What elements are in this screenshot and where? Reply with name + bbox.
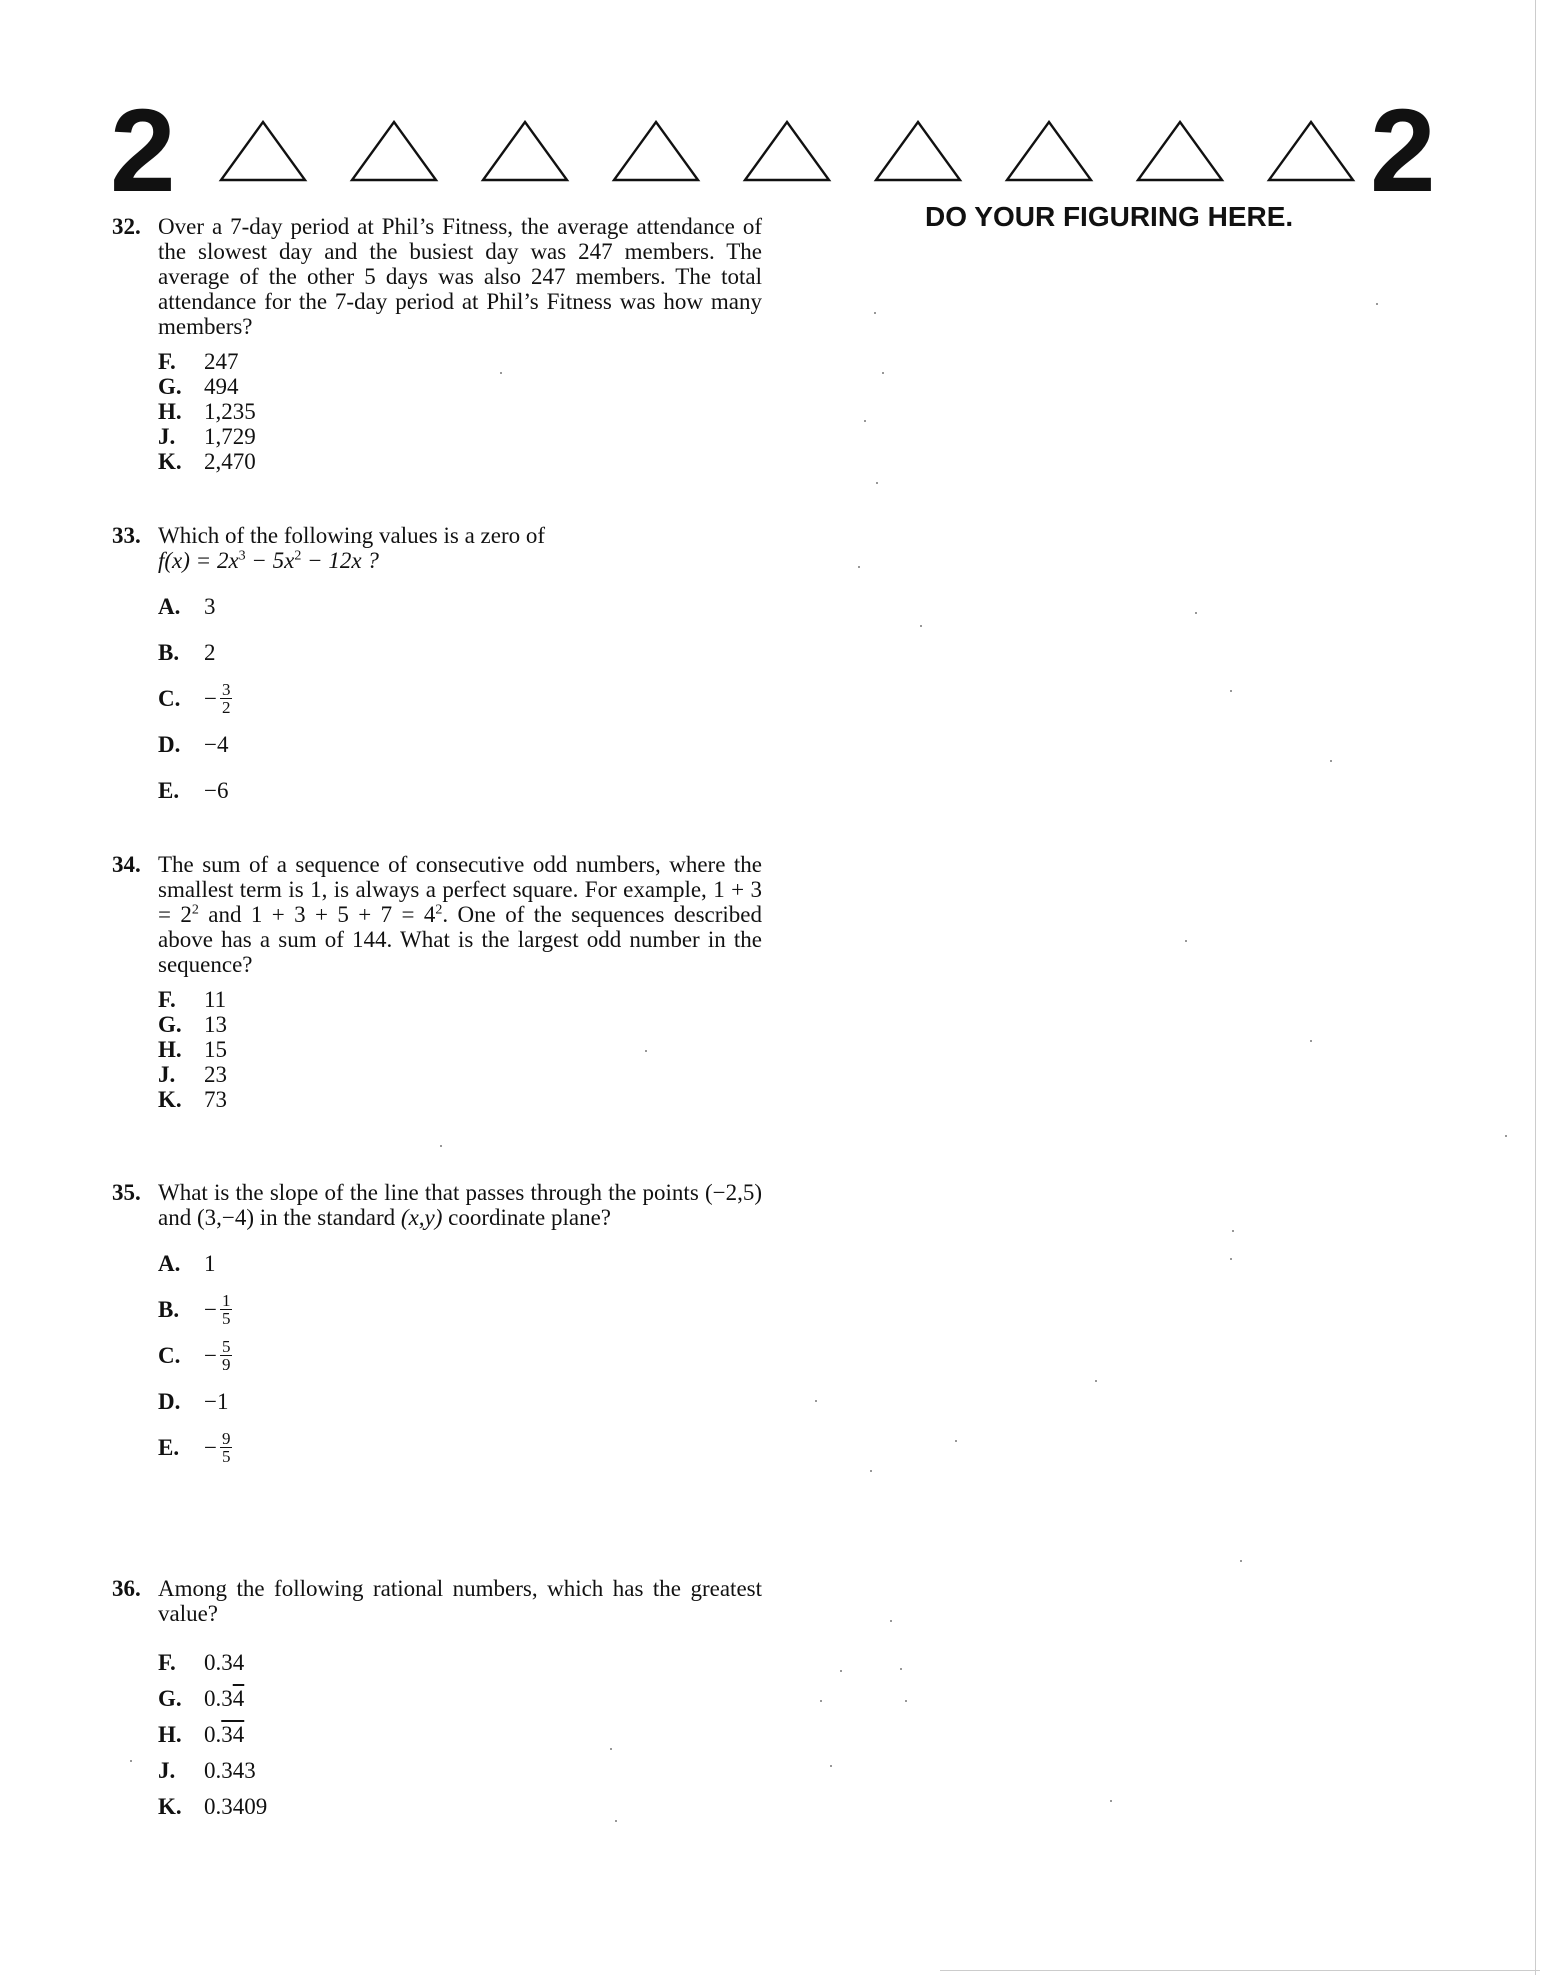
triangle-outline-icon [742,120,832,182]
choice-letter: B. [158,1296,180,1322]
scan-speck [815,1400,817,1402]
scan-speck [955,1440,957,1442]
function-expression-tail: − 12x ? [301,548,379,573]
scan-speck [840,1670,842,1672]
question-number: 36. [112,1576,141,1601]
triangle-outline-icon [611,120,701,182]
scan-speck [820,1700,822,1702]
choice-letter: G. [158,374,182,399]
answer-choice-f[interactable] [158,987,762,1012]
question-text [158,523,762,573]
triangle-outline-icon [873,120,963,182]
choice-letter: H. [158,1721,182,1747]
answer-choices [158,583,762,813]
choice-value: 1 [204,1250,216,1276]
answer-choice-e[interactable] [158,1424,762,1470]
scan-speck [615,1820,617,1822]
answer-choice-d[interactable] [158,721,762,767]
question-number: 35. [112,1180,141,1205]
scan-speck [870,1470,872,1472]
choice-letter: K. [158,1087,182,1112]
fraction-numerator: 1 [221,1290,231,1310]
choice-letter: F. [158,1649,176,1675]
choice-value: −4 [204,731,229,757]
scan-speck [858,566,860,568]
answer-choice-j[interactable] [158,424,762,449]
choice-letter: E. [158,777,180,803]
fraction [220,1338,233,1373]
question-text-part: . One of the sequences described above has a sum of 144. What is the largest odd number in the sequence? [158,902,763,977]
choice-value: 15 [204,1037,227,1062]
triangle-outline-icon [1004,120,1094,182]
scan-speck [864,420,866,422]
question-33 [112,523,762,813]
choice-letter: A. [158,593,181,619]
choice-value: 1,729 [204,424,256,449]
scan-speck [890,1620,892,1622]
choice-letter: G. [158,1685,182,1711]
choice-value: 11 [204,987,227,1012]
choice-letter: C. [158,685,181,711]
choice-value: 0.3409 [204,1793,268,1819]
answer-choice-k[interactable] [158,1087,762,1112]
answer-choice-j[interactable] [158,1062,762,1087]
question-number: 32. [112,214,141,239]
answer-choices [158,1644,762,1824]
choice-value: −6 [204,777,229,803]
choice-value: −1 [204,1388,229,1414]
choice-letter: D. [158,1388,181,1414]
exponent: 2 [435,902,443,918]
fraction-denominator: 5 [221,1308,231,1328]
choice-letter: K. [158,1793,182,1819]
question-34 [112,852,762,1112]
choice-letter: E. [158,1434,180,1460]
scan-speck [882,372,884,374]
scan-speck [1330,760,1332,762]
choice-letter: F. [158,987,176,1012]
answer-choice-g[interactable] [158,374,762,399]
answer-choices [158,349,762,474]
choice-letter: G. [158,1012,182,1037]
scan-speck [876,482,878,484]
answer-choice-e[interactable] [158,767,762,813]
triangle-outline-icon [218,120,308,182]
answer-choice-k[interactable] [158,1788,762,1824]
choice-letter: J. [158,1757,176,1783]
choice-value: 1,235 [204,399,256,424]
choice-letter: J. [158,424,176,449]
scan-speck [1230,1258,1232,1260]
function-expression: f(x) = 2x [158,548,239,573]
scan-speck [440,1145,442,1147]
question-number: 33. [112,523,141,548]
section-number-right: 2 [1370,85,1436,217]
scan-bottom-edge [940,1970,1540,1971]
scan-speck [1230,690,1232,692]
fraction-denominator: 2 [221,697,231,717]
exponent: 2 [294,548,302,564]
question-text-part: coordinate plane? [442,1205,611,1230]
fraction-numerator: 5 [221,1336,231,1356]
scan-speck [1195,612,1197,614]
section-header [0,0,1545,220]
fraction [220,1292,233,1327]
scan-speck [645,1050,647,1052]
question-number: 34. [112,852,141,877]
question-text-italic: (x,y) [400,1205,443,1230]
choice-letter: C. [158,1342,181,1368]
scan-speck [1310,1040,1312,1042]
triangle-outline-icon [349,120,439,182]
choice-letter: A. [158,1250,181,1276]
choice-value: 0. [204,1721,222,1747]
minus-sign: − [204,1342,217,1368]
answer-choice-j[interactable] [158,1752,762,1788]
answer-choice-f[interactable] [158,349,762,374]
answer-choice-b[interactable] [158,629,762,675]
scan-speck [1505,1135,1507,1137]
repeating-digits: 4 [232,1685,245,1711]
exponent: 3 [238,548,246,564]
answer-choice-f[interactable] [158,1644,762,1680]
answer-choice-k[interactable] [158,449,762,474]
scan-speck [900,1668,902,1670]
scan-speck [1110,1800,1112,1802]
exponent: 2 [191,902,199,918]
choice-value: 0.34 [204,1649,245,1675]
fraction-denominator: 5 [221,1446,231,1466]
question-text [158,852,762,977]
question-text: Over a 7-day period at Phil’s Fitness, the average attendance of the slowest day and the busiest day was 247 members. The average of the other 5 days was also 247 members. The total attendance for the 7-day period at Phil’s Fitness was how many members? [158,214,762,339]
triangle-outline-icon [480,120,570,182]
fraction [220,681,233,716]
answer-choice-g[interactable] [158,1680,762,1716]
choice-letter: H. [158,1037,182,1062]
scan-speck [920,625,922,627]
choice-value: 2 [204,639,216,665]
choice-value: 247 [204,349,239,374]
minus-sign: − [204,1296,217,1322]
question-text-prefix: Which of the following values is a zero of [158,523,546,548]
minus-sign: − [204,685,217,711]
scan-speck [130,1760,132,1762]
question-text-part: What is the slope of the line that passes through the points (−2,5) and (3,−4) in the standard [158,1180,762,1230]
scan-speck [1095,1380,1097,1382]
answer-choice-c[interactable] [158,1332,762,1378]
scan-speck [610,1748,612,1750]
section-number-left: 2 [110,85,176,217]
choice-letter: J. [158,1062,176,1087]
question-text: Among the following rational numbers, which has the greatest value? [158,1576,762,1626]
answer-choice-a[interactable] [158,1240,762,1286]
answer-choice-a[interactable] [158,583,762,629]
scan-speck [874,312,876,314]
choice-letter: D. [158,731,181,757]
choice-value: 73 [204,1087,227,1112]
question-36 [112,1576,762,1824]
choice-letter: F. [158,349,176,374]
question-32 [112,214,762,474]
choice-value: 3 [204,593,216,619]
answer-choice-h[interactable] [158,399,762,424]
scan-speck [1376,303,1378,305]
question-35 [112,1180,762,1470]
question-text [158,1180,762,1230]
repeating-digits: 34 [221,1721,245,1747]
minus-sign: − [204,1434,217,1460]
choice-letter: H. [158,399,182,424]
answer-choice-g[interactable] [158,1012,762,1037]
choice-value: 23 [204,1062,227,1087]
triangle-outline-icon [1135,120,1225,182]
question-text-part: and 1 + 3 + 5 + 7 = 4 [198,902,436,927]
scan-speck [500,372,502,374]
figuring-label: DO YOUR FIGURING HERE. [925,201,1294,232]
scan-speck [1185,940,1187,942]
function-expression-mid: − 5x [245,548,295,573]
scan-edge [1535,0,1536,1975]
choice-letter: K. [158,449,182,474]
fraction-denominator: 9 [221,1354,231,1374]
answer-choice-h[interactable] [158,1716,762,1752]
scan-speck [1240,1560,1242,1562]
fraction [220,1430,233,1465]
choice-value: 2,470 [204,449,256,474]
choice-value: 494 [204,374,239,399]
answer-choice-c[interactable] [158,675,762,721]
answer-choice-d[interactable] [158,1378,762,1424]
choice-value: 0.343 [204,1757,256,1783]
answer-choices [158,987,762,1112]
answer-choice-h[interactable] [158,1037,762,1062]
fraction-numerator: 3 [221,679,231,699]
scan-speck [1232,1230,1234,1232]
scan-speck [830,1765,832,1767]
choice-value: 13 [204,1012,227,1037]
choice-value: 0.3 [204,1685,233,1711]
answer-choice-b[interactable] [158,1286,762,1332]
scan-speck [905,1700,907,1702]
triangle-outline-icon [1266,120,1356,182]
choice-letter: B. [158,639,180,665]
fraction-numerator: 9 [221,1428,231,1448]
question-text-part: The sum of a sequence of consecutive odd numbers, where the smallest term is 1, is always a perfect square. For example, 1 + 3 = 2 [158,852,762,927]
answer-choices [158,1240,762,1470]
